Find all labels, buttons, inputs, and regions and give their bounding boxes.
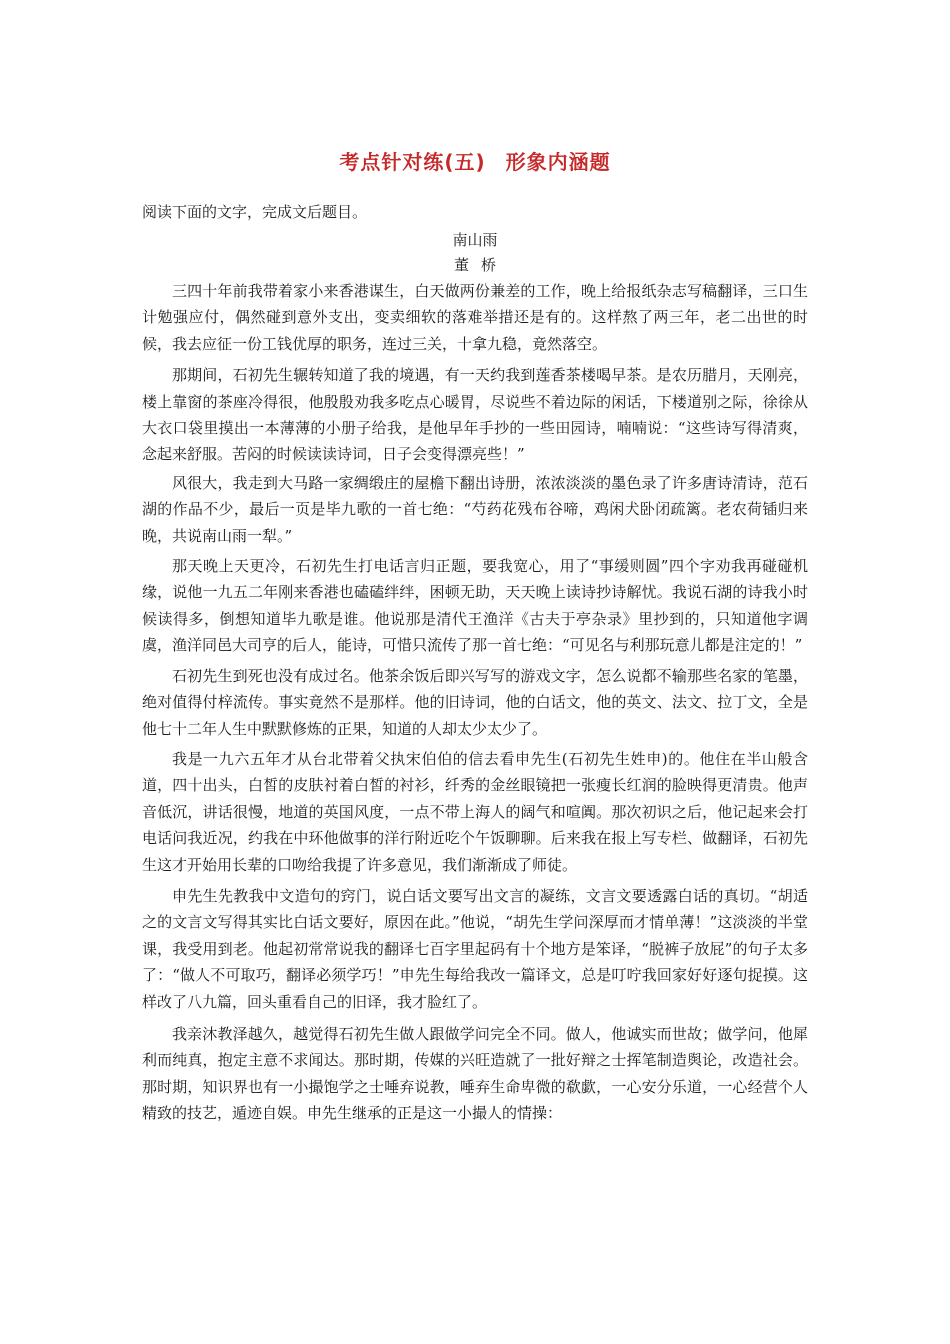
paragraph: 三四十年前我带着家小来香港谋生，白天做两份兼差的工作，晚上给报纸杂志写稿翻译，三口生计勉强应付，偶然碰到意外支出，变卖细软的落难举措还是有的。这样熬了两三年，老二出世的时候，我去应征一份工钱优厚的职务，连过三关，十拿九稳，竟然落空。 [142,282,808,353]
essay-author: 董桥 [453,256,508,274]
paragraph: 我是一九六五年才从台北带着父执宋伯伯的信去看申先生(石初先生姓申)的。他住在半山般含道，四十出头，白皙的皮肤衬着白皙的衬衫，纤秀的金丝眼镜把一张瘦长红润的脸映得更清贵。他声音低沉，讲话很慢，地道的英国风度，一点不带上海人的阔气和喧阗。那次初识之后，他记起来会打电话问我近况，约我在中环他做事的洋行附近吃个午饭聊聊。后来我在报上写专栏、做翻译，石初先生这才开始用长辈的口吻给我提了许多意见，我们渐渐成了师徒。 [142,749,808,874]
essay-body [142,278,808,1127]
paragraph: 那天晚上天更冷，石初先生打电话言归正题，要我宽心，用了“事缓则圆”四个字劝我再碰碰机缘，说他一九五二年刚来香港也磕磕绊绊，困顿无助，天天晚上读诗抄诗解忧。我说石湖的诗我小时候读得多，倒想知道毕九歌是谁。他说那是清代王渔洋《古夫于亭杂录》里抄到的，只知道他字调虞，渔洋同邑大司亨的后人，能诗，可惜只流传了那一首七绝：“可见名与利那玩意儿都是注定的！” [142,557,808,655]
essay-title: 南山雨 [452,231,498,249]
page-title [142,146,808,175]
paragraph: 我亲沐教泽越久，越觉得石初先生做人跟做学问完全不同。做人，他诚实而世故；做学问，他犀利而纯真，抱定主意不求闻达。那时期，传媒的兴旺造就了一批好辩之士挥笔制造舆论，改造社会。那时期，知识界也有一小撮饱学之士唾弃说教，唾弃生命卑微的欷歔，一心安分乐道，一心经营个人精致的技艺，遁迹自娱。申先生继承的正是这一小撮人的情操： [142,1024,808,1123]
paragraph: 申先生先教我中文造句的窍门，说白话文要写出文言的凝练，文言文要透露白话的真切。“胡适之的文言文写得其实比白话文要好，原因在此。”他说，“胡先生学问深厚而才情单薄！”这淡淡的半堂课，我受用到老。他起初常常说我的翻译七百字里起码有十个地方是笨译，“脱裤子放屁”的句子太多了：“做人不可取巧，翻译必须学巧！”申先生每给我改一篇译文，总是叮咛我回家好好逐句捉摸。这样改了八九篇，回头重看自己的旧译，我才脸红了。 [142,886,808,1011]
paragraph: 那期间，石初先生辗转知道了我的境遇，有一天约我到莲香茶楼喝早茶。是农历腊月，天刚亮，楼上靠窗的茶座冷得很，他殷殷劝我多吃点心暖胃，尽说些不着边际的闲话，下楼道别之际，徐徐从大衣口袋里摸出一本薄薄的小册子给我，是他早年手抄的一些田园诗，喃喃说：“这些诗写得清爽，念起来舒服。苦闷的时候读读诗词，日子会变得漂亮些！” [142,366,808,464]
instruction-text: 阅读下面的文字，完成文后题目。 [142,203,368,221]
paragraph: 风很大，我走到大马路一家绸缎庄的屋檐下翻出诗册，浓浓淡淡的墨色录了许多唐诗清诗，范石湖的作品不少，最后一页是毕九歌的一首七绝：“芍药花残布谷啼，鸡闲犬卧闭疏篱。老农荷锸归来晚，共说南山雨一犁。” [142,473,808,545]
title-sub: 形象内涵题 [505,150,611,174]
title-main: 考点针对练(五) [339,150,486,174]
paragraph: 石初先生到死也没有成过名。他茶余饭后即兴写写的游戏文字，怎么说都不输那些名家的笔墨，绝对值得付梓流传。事实竟然不是那样。他的旧诗词，他的白话文，他的英文、法文、拉丁文，全是他七十二年人生中默默修炼的正果，知道的人却太少太少了。 [142,666,808,738]
